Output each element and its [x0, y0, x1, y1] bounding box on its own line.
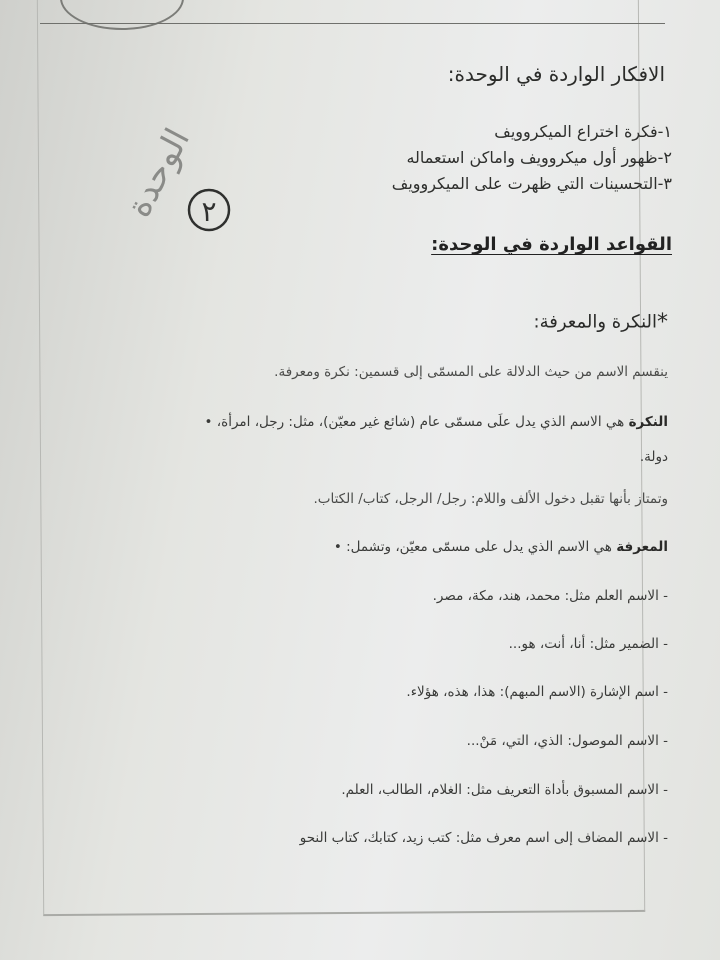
list-item: - الاسم العلم مثل: محمد، هند، مكة، مصر.: [432, 588, 668, 604]
paragraph-intro: ينقسم الاسم من حيث الدلالة على المسمّى إلى قسمين: نكرة ومعرفة.: [274, 364, 668, 380]
list-item: - الاسم الموصول: الذي، التي، مَنْ...: [466, 733, 668, 749]
paragraph-nakira: [205, 414, 668, 430]
list-item: - الاسم المسبوق بأداة التعريف مثل: الغلام، الطالب، العلم.: [341, 782, 668, 798]
handwritten-number: ٢: [201, 195, 217, 228]
paragraph-nakira-cont: دولة.: [639, 449, 668, 465]
term-marifa: المعرفة: [616, 539, 668, 555]
list-item: - الضمير مثل: أنا، أنت، هو...: [508, 636, 668, 652]
list-item: - الاسم المضاف إلى اسم معرف مثل: كتب زيد، كتابك، كتاب النحو: [299, 830, 668, 846]
idea-item: ٢-ظهور أول ميكروويف واماكن استعماله: [406, 148, 672, 167]
handwritten-word: الوحدة: [118, 121, 199, 224]
nakira-definition: هي الاسم الذي يدل علَى مسمّى عام (شائع غير معيّن)، مثل: رجل، امرأة، •: [204, 414, 629, 430]
header-rule: [40, 23, 665, 24]
list-item: - اسم الإشارة (الاسم المبهم): هذا، هذه، هؤلاء.: [406, 684, 668, 700]
paragraph-nakira-feature: وتمتاز بأنها تقبل دخول الألف واللام: رجل/ الرجل، كتاب/ الكتاب.: [313, 491, 668, 507]
marifa-definition: هي الاسم الذي يدل على مسمّى معيّن، وتشمل: •: [333, 539, 617, 555]
section-title-text: النكرة والمعرفة:: [533, 311, 657, 333]
handwritten-annotation: [98, 118, 248, 238]
rules-title: القواعد الواردة في الوحدة:: [431, 234, 672, 255]
term-nakira: النكرة: [628, 414, 668, 430]
star-mark: *: [657, 310, 668, 335]
idea-item: ١-فكرة اختراع الميكروويف: [494, 122, 672, 141]
ideas-title: الافكار الواردة في الوحدة:: [447, 62, 665, 86]
paragraph-marifa: [334, 539, 668, 555]
section-title: [534, 310, 668, 335]
idea-item: ٣-التحسينات التي ظهرت على الميكروويف: [391, 174, 672, 193]
